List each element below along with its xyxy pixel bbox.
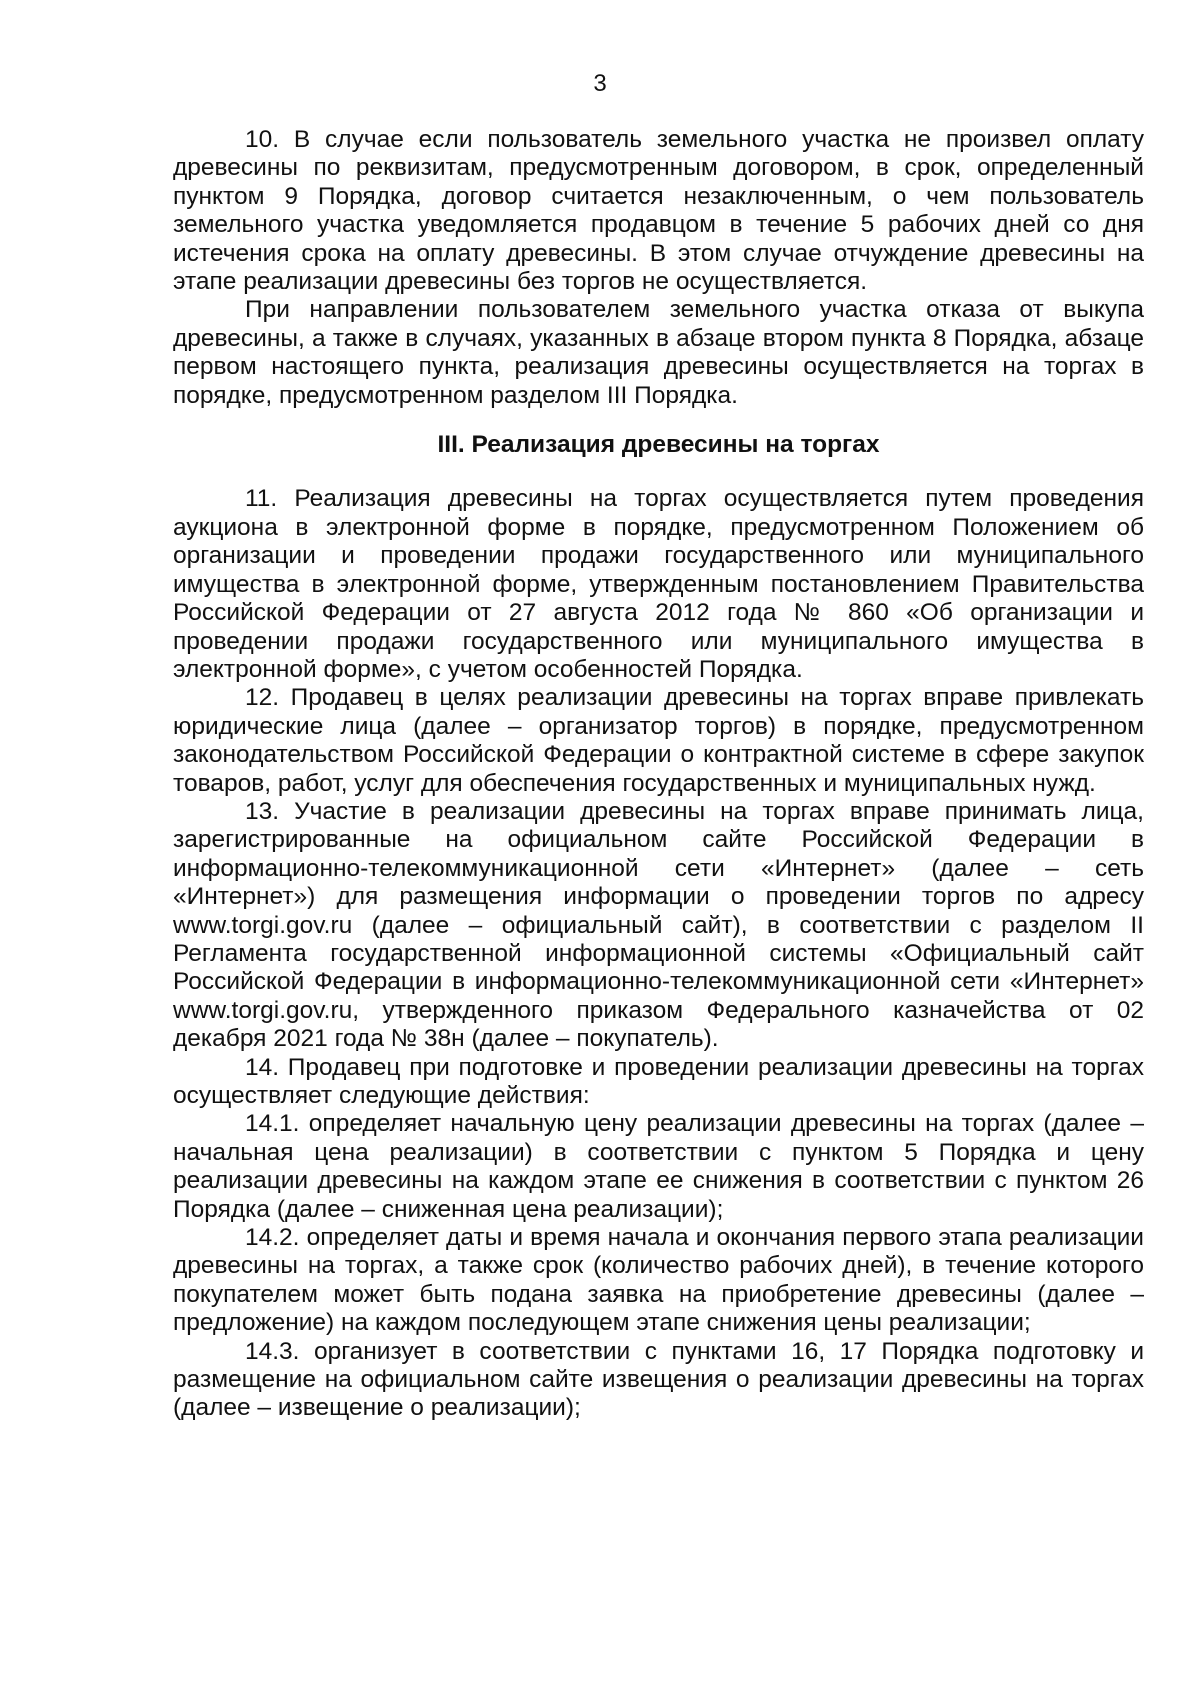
page-number: 3 — [593, 70, 607, 97]
paragraph-13: 13. Участие в реализации древесины на торгах вправе принимать лица, зарегистрированные на официальном сайте Российской Федерации в информационно-телекоммуникационной сети «Интернет» (далее – сеть «Интернет») для размещения информации о проведении торгов по адресу www.torgi.gov.ru (далее – официальный сайт), в соответствии с разделом II Регламента государственной информационной системы «Официальный сайт Российской Федерации в информационно-телекоммуникационной сети «Интернет» www.torgi.gov.ru, утвержденного приказом Федерального казначейства от 02 декабря 2021 года № 38н (далее – покупатель). — [173, 797, 1144, 1053]
paragraph-10-second-part: При направлении пользователем земельного участка отказа от выкупа древесины, а также в случаях, указанных в абзаце втором пункта 8 Порядка, абзаце первом настоящего пункта, реализация древесины осуществляется на торгах в порядке, предусмотренном разделом III Порядка. — [173, 296, 1144, 409]
document-body — [173, 126, 1144, 1423]
paragraph-14-2: 14.2. определяет даты и время начала и окончания первого этапа реализации древесины на торгах, а также срок (количество рабочих дней), в течение которого покупателем может быть подана заявка на приобретение древесины (далее – предложение) на каждом последующем этапе снижения цены реализации; — [173, 1224, 1144, 1337]
paragraph-11: 11. Реализация древесины на торгах осуществляется путем проведения аукциона в электронной форме в порядке, предусмотренном Положением об организации и проведении продажи государственного или муниципального имущества в электронной форме, утвержденным постановлением Правительства Российской Федерации от 27 августа 2012 года № 860 «Об организации и проведении продажи государственного или муниципального имущества в электронной форме», с учетом особенностей Порядка. — [173, 485, 1144, 683]
paragraph-10: 10. В случае если пользователь земельного участка не произвел оплату древесины по реквизитам, предусмотренным договором, в срок, определенный пунктом 9 Порядка, договор считается незаключенным, о чем пользователь земельного участка уведомляется продавцом в течение 5 рабочих дней со дня истечения срока на оплату древесины. В этом случае отчуждение древесины на этапе реализации древесины без торгов не осуществляется. — [173, 126, 1144, 296]
paragraph-14-3: 14.3. организует в соответствии с пунктами 16, 17 Порядка подготовку и размещение на официальном сайте извещения о реализации древесины на торгах (далее – извещение о реализации); — [173, 1337, 1144, 1422]
section-heading: III. Реализация древесины на торгах — [437, 431, 880, 459]
paragraph-12: 12. Продавец в целях реализации древесины на торгах вправе привлекать юридические лица (далее – организатор торгов) в порядке, предусмотренном законодательством Российской Федерации о контрактной системе в сфере закупок товаров, работ, услуг для обеспечения государственных и муниципальных нужд. — [173, 684, 1144, 797]
paragraph-14: 14. Продавец при подготовке и проведении реализации древесины на торгах осуществляет следующие действия: — [173, 1053, 1144, 1109]
paragraph-14-1: 14.1. определяет начальную цену реализации древесины на торгах (далее – начальная цена реализации) в соответствии с пунктом 5 Порядка и цену реализации древесины на каждом этапе ее снижения в соответствии с пунктом 26 Порядка (далее – сниженная цена реализации); — [173, 1110, 1144, 1223]
